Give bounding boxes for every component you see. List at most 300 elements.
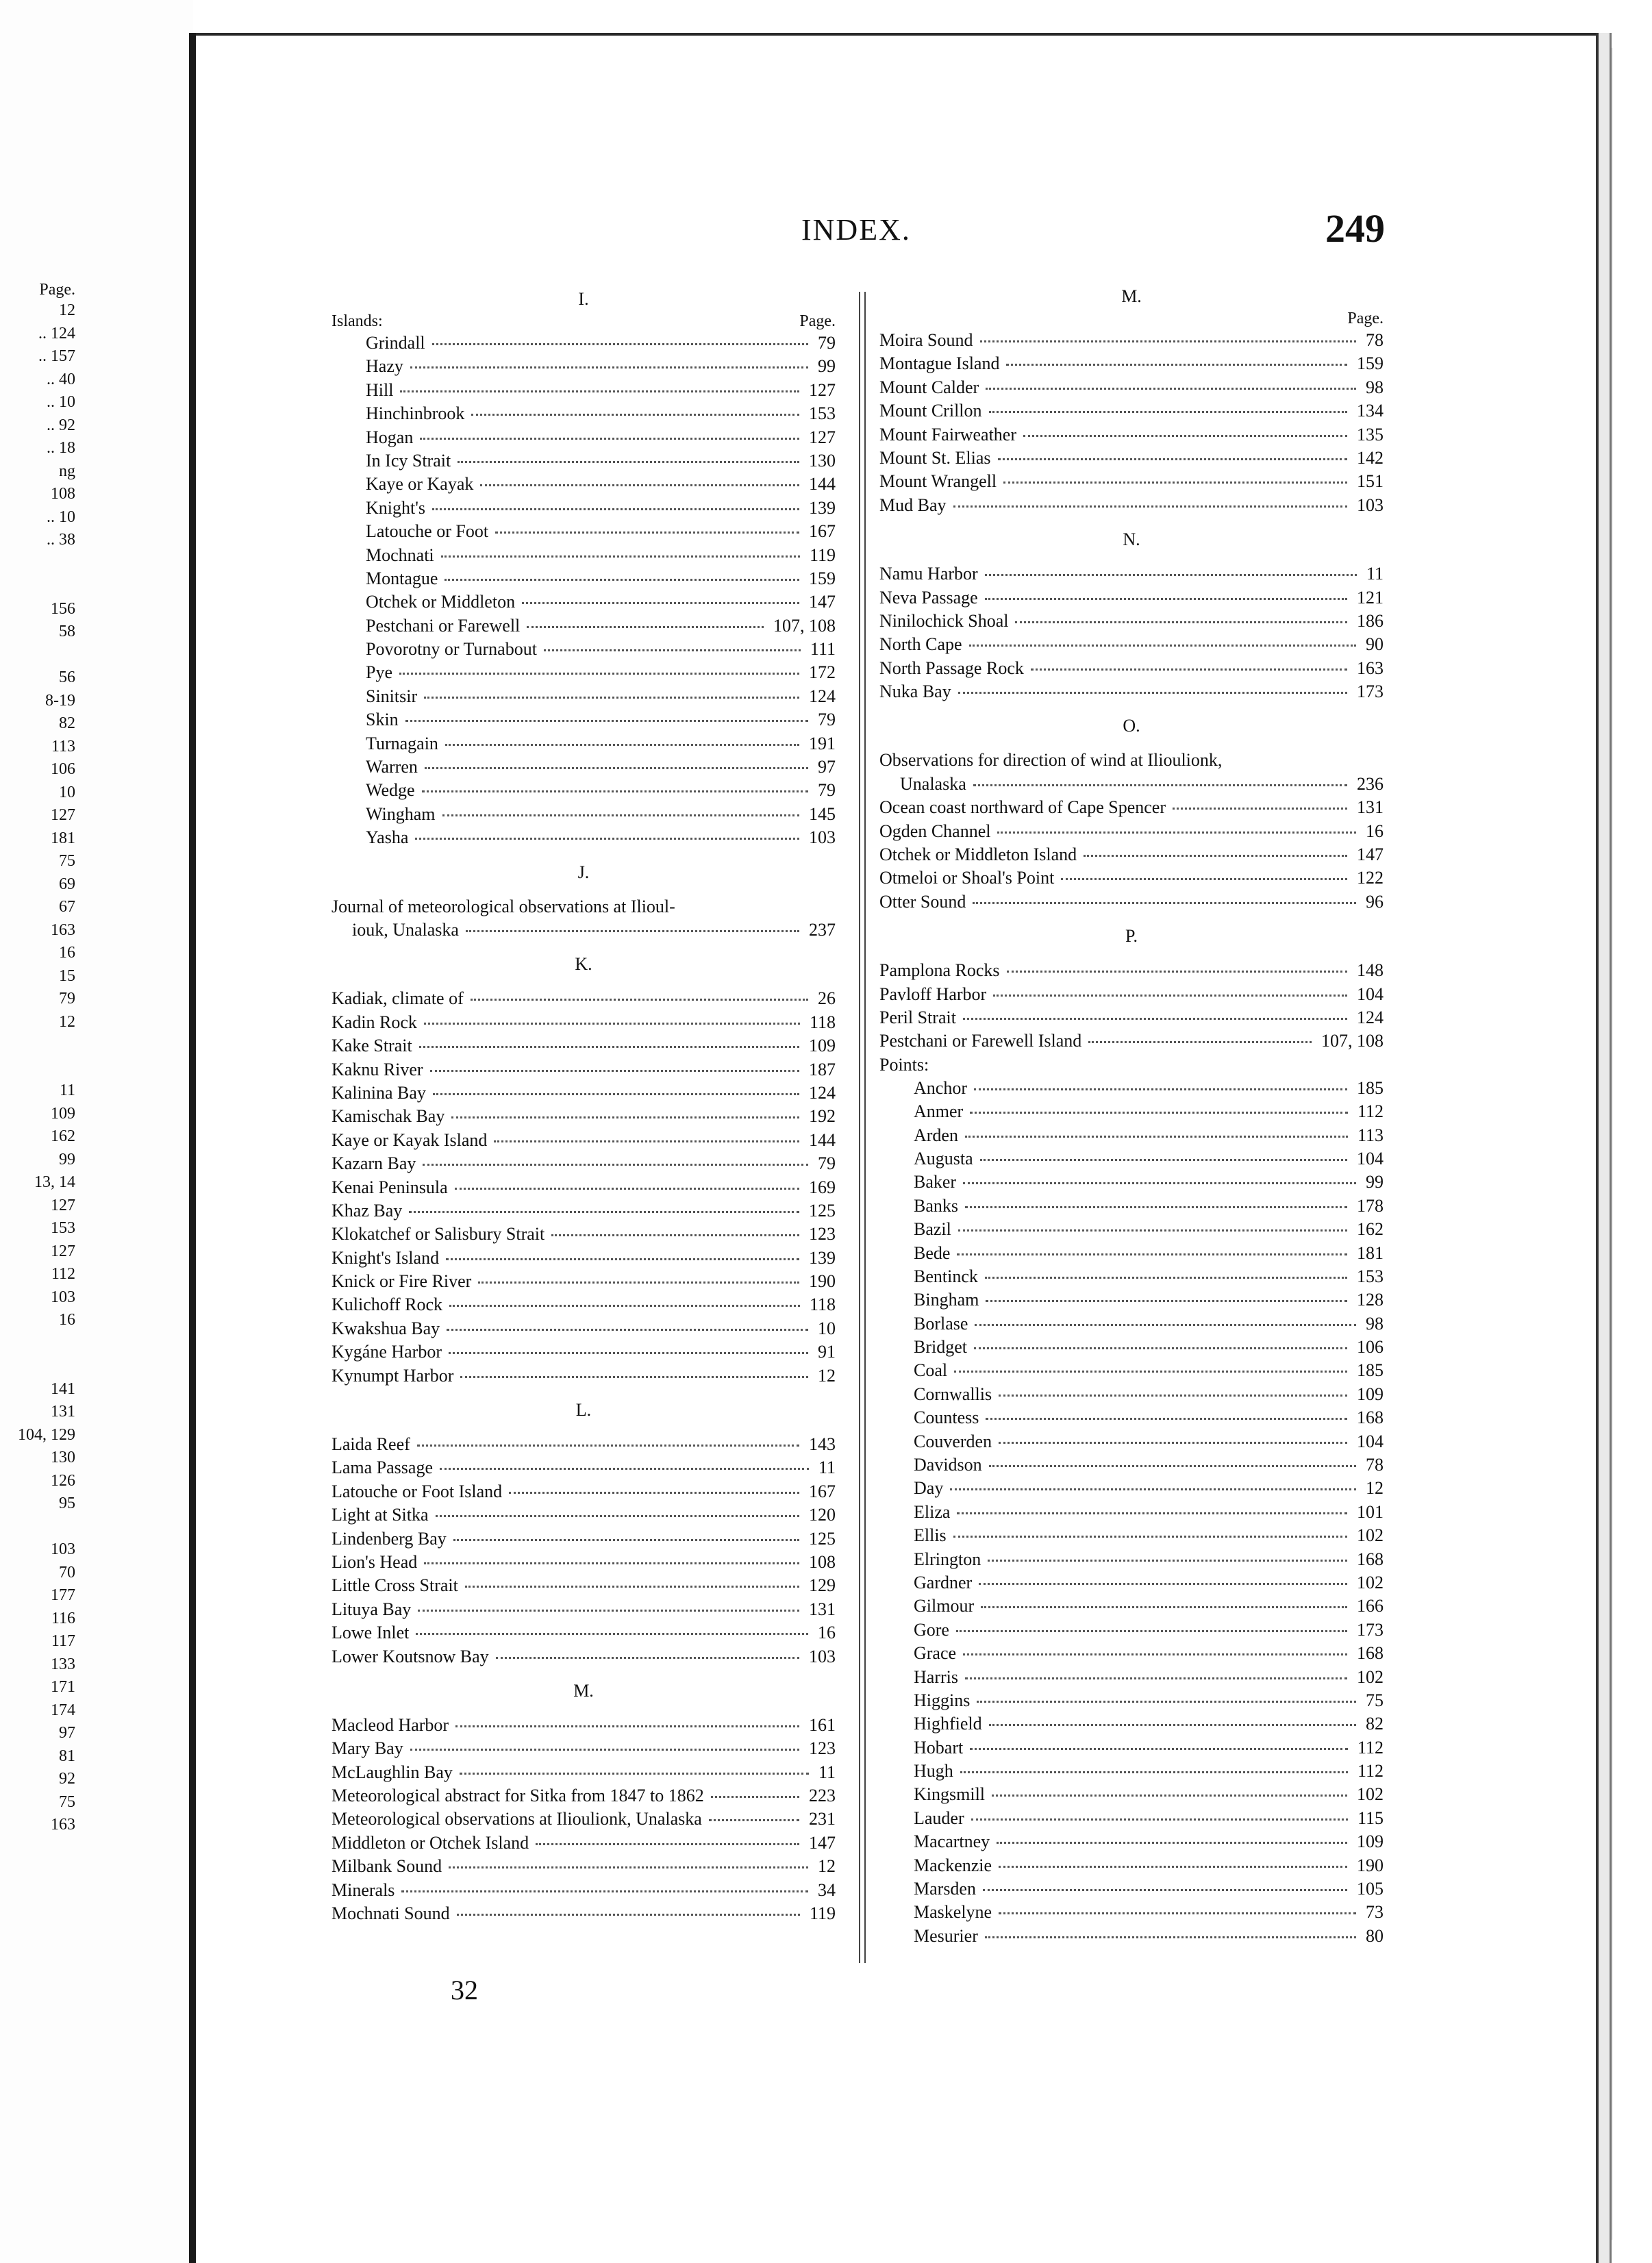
fragment-text: 11 [59, 1082, 75, 1099]
entry-page: 153 [1357, 1266, 1384, 1286]
entry-name: Bridget [914, 1337, 967, 1358]
fragment-text: 177 [51, 1586, 75, 1604]
index-entry [331, 1340, 836, 1364]
leader-dots [977, 1701, 1356, 1703]
index-subentry [879, 1218, 1384, 1241]
leader-dots [1061, 878, 1347, 880]
index-entry [331, 1551, 836, 1574]
index-entry [331, 1855, 836, 1878]
index-subentry [331, 803, 836, 826]
entry-page: 98 [1366, 1313, 1384, 1334]
entry-page: 120 [809, 1505, 836, 1525]
fragment-text: 113 [51, 737, 75, 755]
index-subentry [879, 1807, 1384, 1830]
entry-name: Otter Sound [879, 891, 966, 912]
leader-dots [449, 1352, 808, 1354]
index-subentry [879, 1336, 1384, 1359]
fragment-text: 69 [59, 875, 75, 893]
index-entry [331, 1433, 836, 1456]
fragment-text: 153 [51, 1219, 75, 1237]
entry-page: 127 [809, 427, 836, 447]
entry-name: Banks [914, 1195, 958, 1216]
index-entry [331, 1364, 836, 1388]
leader-dots [963, 1653, 1347, 1655]
leader-dots [965, 1206, 1347, 1208]
index-subentry [331, 755, 836, 779]
fragment-text: .. 157 [38, 347, 75, 365]
entry-name: Kalinina Bay [331, 1082, 426, 1103]
index-entry [331, 1879, 836, 1902]
entry-name: Pestchani or Farewell [366, 615, 521, 636]
index-entry [331, 1247, 836, 1270]
entry-page: 16 [1366, 821, 1384, 841]
entry-page: 11 [1366, 564, 1384, 584]
index-entry [879, 447, 1384, 470]
leader-dots [958, 1229, 1347, 1231]
index-entry [331, 895, 836, 918]
section-letter: J. [577, 862, 590, 882]
entry-page: 135 [1357, 424, 1384, 445]
entry-name: Mount Crillon [879, 401, 982, 421]
section-letter: M. [573, 1680, 594, 1701]
fragment-text: 67 [59, 898, 75, 916]
index-entry [331, 1598, 836, 1621]
entry-page: 82 [1366, 1714, 1384, 1734]
section-gap [331, 850, 836, 861]
leader-dots [416, 1633, 808, 1635]
leader-dots [999, 1442, 1347, 1444]
entry-name: Mount Wrangell [879, 471, 997, 492]
index-subentry [879, 1830, 1384, 1853]
entry-page: 119 [809, 545, 836, 565]
entry-name: Hazy [366, 356, 403, 377]
section-letter: K. [575, 954, 592, 975]
entry-page: 34 [818, 1879, 836, 1900]
entry-page: 153 [809, 403, 836, 424]
entry-page: 231 [809, 1809, 836, 1829]
entry-name: Unalaska [900, 773, 966, 794]
entry-page: 163 [1357, 658, 1384, 678]
section-letter: L. [575, 1400, 592, 1421]
entry-page: 119 [809, 1903, 836, 1924]
index-entry [331, 1270, 836, 1293]
leader-dots [709, 1819, 799, 1821]
entry-page: 111 [810, 639, 836, 660]
entry-name: Eliza [914, 1501, 951, 1522]
entry-name: Knight's Island [331, 1247, 440, 1268]
index-subentry [879, 1406, 1384, 1429]
entry-name: Lituya Bay [331, 1599, 412, 1619]
leader-dots [1088, 1041, 1312, 1043]
entry-name: Lauder [914, 1808, 964, 1828]
entry-name: Davidson [914, 1455, 982, 1475]
leader-dots [999, 1866, 1347, 1868]
fragment-text: 56 [59, 668, 75, 686]
leader-dots [953, 505, 1347, 508]
leader-dots [433, 1093, 799, 1095]
entry-name: Moira Sound [879, 330, 973, 350]
index-entry [331, 1737, 836, 1760]
leader-dots [957, 1512, 1347, 1514]
entry-name: iouk, Unalaska [352, 919, 459, 940]
fragment-text: 16 [59, 944, 75, 962]
entry-name: Light at Sitka [331, 1505, 429, 1525]
leader-dots [442, 814, 799, 816]
entry-name: Kynumpt Harbor [331, 1365, 454, 1386]
fragment-text: 70 [59, 1563, 75, 1581]
fragment-text: 82 [59, 714, 75, 732]
index-entry [879, 820, 1384, 843]
entry-name: Otchek or Middleton [366, 592, 516, 612]
entry-page: 142 [1357, 447, 1384, 468]
leader-dots [974, 1347, 1347, 1349]
index-entry [879, 470, 1384, 493]
index-entry [331, 1152, 836, 1175]
index-subentry [879, 1195, 1384, 1218]
entry-name: Kygáne Harbor [331, 1342, 442, 1362]
entry-name: Couverden [914, 1431, 992, 1451]
leader-dots [953, 1536, 1347, 1538]
entry-page: 173 [1357, 682, 1384, 702]
index-entry [331, 1176, 836, 1199]
leader-dots [957, 1253, 1347, 1255]
leader-dots [1015, 621, 1347, 623]
entry-page: 106 [1357, 1337, 1384, 1358]
leader-dots [985, 1277, 1347, 1279]
entry-name: Anchor [914, 1077, 967, 1098]
fragment-text: 116 [51, 1609, 75, 1627]
entry-page: 187 [809, 1059, 836, 1079]
entry-page: 237 [809, 919, 836, 940]
entry-page: 79 [818, 710, 836, 730]
entry-page: 102 [1357, 1572, 1384, 1592]
entry-name: Knick or Fire River [331, 1271, 472, 1292]
entry-name: Pavloff Harbor [879, 984, 987, 1004]
index-subentry [879, 1548, 1384, 1571]
fragment-text: 58 [59, 623, 75, 640]
entry-name: Anmer [914, 1101, 964, 1122]
entry-page: 104 [1357, 1148, 1384, 1168]
entry-name: Kadin Rock [331, 1012, 417, 1032]
fragment-text: 156 [51, 599, 75, 618]
section-gap [331, 1703, 836, 1714]
entry-name: Lowe Inlet [331, 1623, 410, 1643]
index-entry [879, 376, 1384, 399]
entry-page: 159 [809, 568, 836, 588]
index-subentry [879, 1359, 1384, 1382]
index-subentry [331, 355, 836, 378]
entry-page: 162 [1357, 1219, 1384, 1240]
leader-dots [400, 390, 799, 392]
index-entry [331, 1574, 836, 1597]
index-subentry [879, 1712, 1384, 1736]
entry-page: 161 [809, 1714, 836, 1735]
section-gap [879, 914, 1384, 925]
entry-name: Gilmour [914, 1596, 975, 1616]
index-entry [879, 796, 1384, 819]
leader-dots [989, 1724, 1356, 1726]
leader-dots [551, 1234, 799, 1236]
leader-dots [986, 1300, 1347, 1302]
index-subentry [879, 1666, 1384, 1689]
entry-page: 123 [809, 1224, 836, 1245]
entry-page: 91 [818, 1342, 836, 1362]
page-title: INDEX. [801, 213, 911, 247]
fragment-text: 92 [59, 1770, 75, 1788]
index-entry [331, 1058, 836, 1082]
entry-page: 104 [1357, 1431, 1384, 1451]
index-subentry [879, 1265, 1384, 1288]
page-top-edge [196, 33, 1607, 36]
section-gap [331, 942, 836, 953]
index-subentry [331, 590, 836, 614]
entry-name: Latouche or Foot [366, 521, 489, 542]
leader-dots [417, 1445, 799, 1447]
leader-dots [480, 484, 799, 486]
entry-name: Ogden Channel [879, 821, 991, 841]
entry-name: Yasha [366, 827, 409, 848]
index-subentry [879, 1524, 1384, 1547]
entry-name: Observations for direction of wind at Ilioulionk, [879, 750, 1223, 771]
leader-dots [457, 1914, 800, 1916]
entry-page: 185 [1357, 1360, 1384, 1381]
leader-dots [974, 1088, 1347, 1090]
leader-dots [460, 1376, 808, 1378]
index-subentry [879, 1171, 1384, 1194]
fragment-text: 162 [51, 1127, 75, 1145]
entry-name: In Icy Strait [366, 450, 451, 471]
entry-page: 79 [818, 333, 836, 353]
entry-name: Lindenberg Bay [331, 1528, 447, 1549]
index-entry [331, 1199, 836, 1223]
index-subentry [879, 1453, 1384, 1477]
index-entry [331, 1223, 836, 1246]
index-subentry [331, 497, 836, 520]
entry-name: Warren [366, 757, 418, 777]
entry-name: Kenai Peninsula [331, 1177, 448, 1197]
entry-page: 127 [809, 379, 836, 400]
entry-name: Baker [914, 1172, 957, 1192]
entry-name: Pamplona Rocks [879, 960, 1000, 981]
leader-dots [981, 1606, 1347, 1608]
leader-dots [424, 697, 799, 699]
entry-page: 123 [809, 1738, 836, 1759]
entry-name: Meteorological observations at Ilioulionk, Unalaska [331, 1809, 702, 1829]
leader-dots [418, 1610, 799, 1612]
leader-dots [432, 508, 799, 510]
index-subentry [331, 685, 836, 708]
index-subentry [331, 520, 836, 543]
index-subentry [879, 1242, 1384, 1265]
leader-dots [1031, 668, 1347, 671]
leader-dots [998, 458, 1347, 460]
entry-page: 122 [1357, 868, 1384, 888]
index-entry [331, 1527, 836, 1551]
leader-dots [522, 602, 799, 604]
page-column-label-row [879, 308, 1384, 329]
entry-page: 107, 108 [1321, 1031, 1384, 1051]
entry-name: Ellis [914, 1525, 947, 1546]
fragment-text: .. 92 [47, 416, 75, 434]
index-subentry [331, 826, 836, 849]
leader-dots [958, 692, 1347, 694]
entry-page: 236 [1357, 773, 1384, 794]
leader-dots [970, 1112, 1348, 1114]
group-heading: Islands: [331, 312, 383, 330]
entry-name: Hogan [366, 427, 414, 447]
fragment-text: 133 [51, 1655, 75, 1673]
entry-name: Khaz Bay [331, 1200, 403, 1221]
entry-name: Wedge [366, 780, 415, 801]
leader-dots [446, 1258, 799, 1260]
entry-name: Milbank Sound [331, 1856, 442, 1877]
index-entry [879, 633, 1384, 656]
leader-dots [993, 995, 1347, 997]
entry-page: 148 [1357, 960, 1384, 981]
entry-page: 10 [818, 1318, 836, 1338]
index-entry [879, 562, 1384, 586]
entry-name: Bede [914, 1242, 951, 1263]
entry-name: Bazil [914, 1219, 951, 1240]
leader-dots [425, 767, 808, 769]
index-subentry [331, 426, 836, 449]
fragment-text: 16 [59, 1311, 75, 1329]
fragment-text: .. 10 [47, 508, 75, 526]
entry-name: Macleod Harbor [331, 1714, 449, 1735]
column-divider [859, 292, 866, 1963]
entry-name: Mochnati [366, 545, 434, 565]
fragment-text: 12 [59, 301, 75, 319]
index-subentry [331, 544, 836, 567]
leader-dots [496, 1657, 799, 1659]
entry-page: 128 [1357, 1290, 1384, 1310]
leader-dots [494, 1140, 799, 1142]
entry-page: 159 [1357, 353, 1384, 374]
index-entry [331, 987, 836, 1010]
entry-page: 112 [1357, 1101, 1384, 1122]
entry-name: North Cape [879, 634, 962, 655]
fragment-text: 99 [59, 1150, 75, 1168]
index-entry [879, 866, 1384, 890]
section-gap [331, 1422, 836, 1433]
leader-dots [449, 1305, 800, 1307]
entry-name: Grace [914, 1643, 957, 1664]
entry-page: 144 [809, 474, 836, 495]
leader-dots [988, 1560, 1347, 1562]
fragment-text: .. 40 [47, 370, 75, 388]
entry-name: Otmeloi or Shoal's Point [879, 868, 1055, 888]
entry-name: Marsden [914, 1879, 976, 1899]
section-gap [331, 976, 836, 987]
entry-name: Kadiak, climate of [331, 988, 464, 1009]
index-entry [331, 1480, 836, 1503]
entry-name: Meteorological abstract for Sitka from 1847 to 1862 [331, 1786, 704, 1806]
leader-dots [423, 1164, 808, 1166]
entry-name: Latouche or Foot Island [331, 1481, 503, 1501]
entry-page: 109 [1357, 1384, 1384, 1404]
leader-dots [999, 1912, 1356, 1914]
entry-name: Kaknu River [331, 1059, 423, 1079]
entry-name: Middleton or Otchek Island [331, 1832, 529, 1853]
leader-dots [980, 340, 1356, 342]
leader-dots [985, 574, 1357, 576]
entry-page: 102 [1357, 1784, 1384, 1805]
entry-name: Kwakshua Bay [331, 1318, 440, 1338]
section-letter: I. [578, 289, 589, 309]
section-gap [879, 517, 1384, 528]
entry-name: Neva Passage [879, 587, 978, 608]
entry-name: Lower Koutsnow Bay [331, 1646, 489, 1666]
entry-name: Kazarn Bay [331, 1153, 416, 1174]
index-entry [331, 1082, 836, 1105]
index-entry [879, 843, 1384, 866]
leader-dots [471, 999, 808, 1001]
index-entry [879, 610, 1384, 633]
entry-page: 121 [1357, 587, 1384, 608]
entry-page: 102 [1357, 1525, 1384, 1546]
leader-dots [432, 343, 808, 345]
fragment-text: .. 18 [47, 439, 75, 457]
entry-name: Wingham [366, 803, 436, 824]
fragment-text: 141 [51, 1379, 75, 1398]
fragment-text: 12 [59, 1012, 75, 1031]
entry-name: Highfield [914, 1714, 982, 1734]
entry-page: 96 [1366, 891, 1384, 912]
entry-page: 147 [809, 592, 836, 612]
entry-page: 190 [1357, 1855, 1384, 1875]
entry-name: Harris [914, 1666, 958, 1687]
entry-name: Laida Reef [331, 1434, 410, 1455]
leader-dots [980, 1159, 1347, 1161]
entry-name: Montague Island [879, 353, 1000, 374]
facing-page [0, 0, 193, 2263]
page-edge-right [1596, 33, 1612, 2263]
index-entry [331, 1645, 836, 1668]
entry-name: Mud Bay [879, 495, 947, 515]
section-gap [331, 884, 836, 895]
entry-page: 109 [809, 1036, 836, 1056]
entry-page: 167 [809, 1481, 836, 1501]
entry-name: Mount Fairweather [879, 424, 1017, 445]
entry-name: Sinitsir [366, 686, 418, 706]
leader-dots [455, 1725, 799, 1727]
index-entry [331, 1714, 836, 1737]
entry-page: 99 [818, 356, 836, 377]
section-letter: P. [1125, 926, 1138, 947]
index-entry [331, 1129, 836, 1152]
entry-name: Skin [366, 710, 399, 730]
leader-dots [1006, 364, 1347, 366]
entry-page: 178 [1357, 1195, 1384, 1216]
entry-name: Macartney [914, 1831, 990, 1852]
index-subentry [331, 732, 836, 755]
fragment-text: 163 [51, 1816, 75, 1834]
page-number: 249 [1325, 206, 1385, 251]
index-entry [879, 680, 1384, 703]
index-entry [331, 918, 836, 942]
index-subentry [879, 1783, 1384, 1806]
index-entry [331, 1293, 836, 1316]
leader-dots [509, 1492, 799, 1494]
fragment-text: 106 [51, 760, 75, 778]
index-entry [331, 1034, 836, 1058]
index-entry [879, 352, 1384, 375]
index-entry [331, 1831, 836, 1855]
index-entry [331, 1621, 836, 1645]
index-entry [879, 494, 1384, 517]
leader-dots [441, 555, 800, 558]
entry-name: Hobart [914, 1737, 964, 1758]
